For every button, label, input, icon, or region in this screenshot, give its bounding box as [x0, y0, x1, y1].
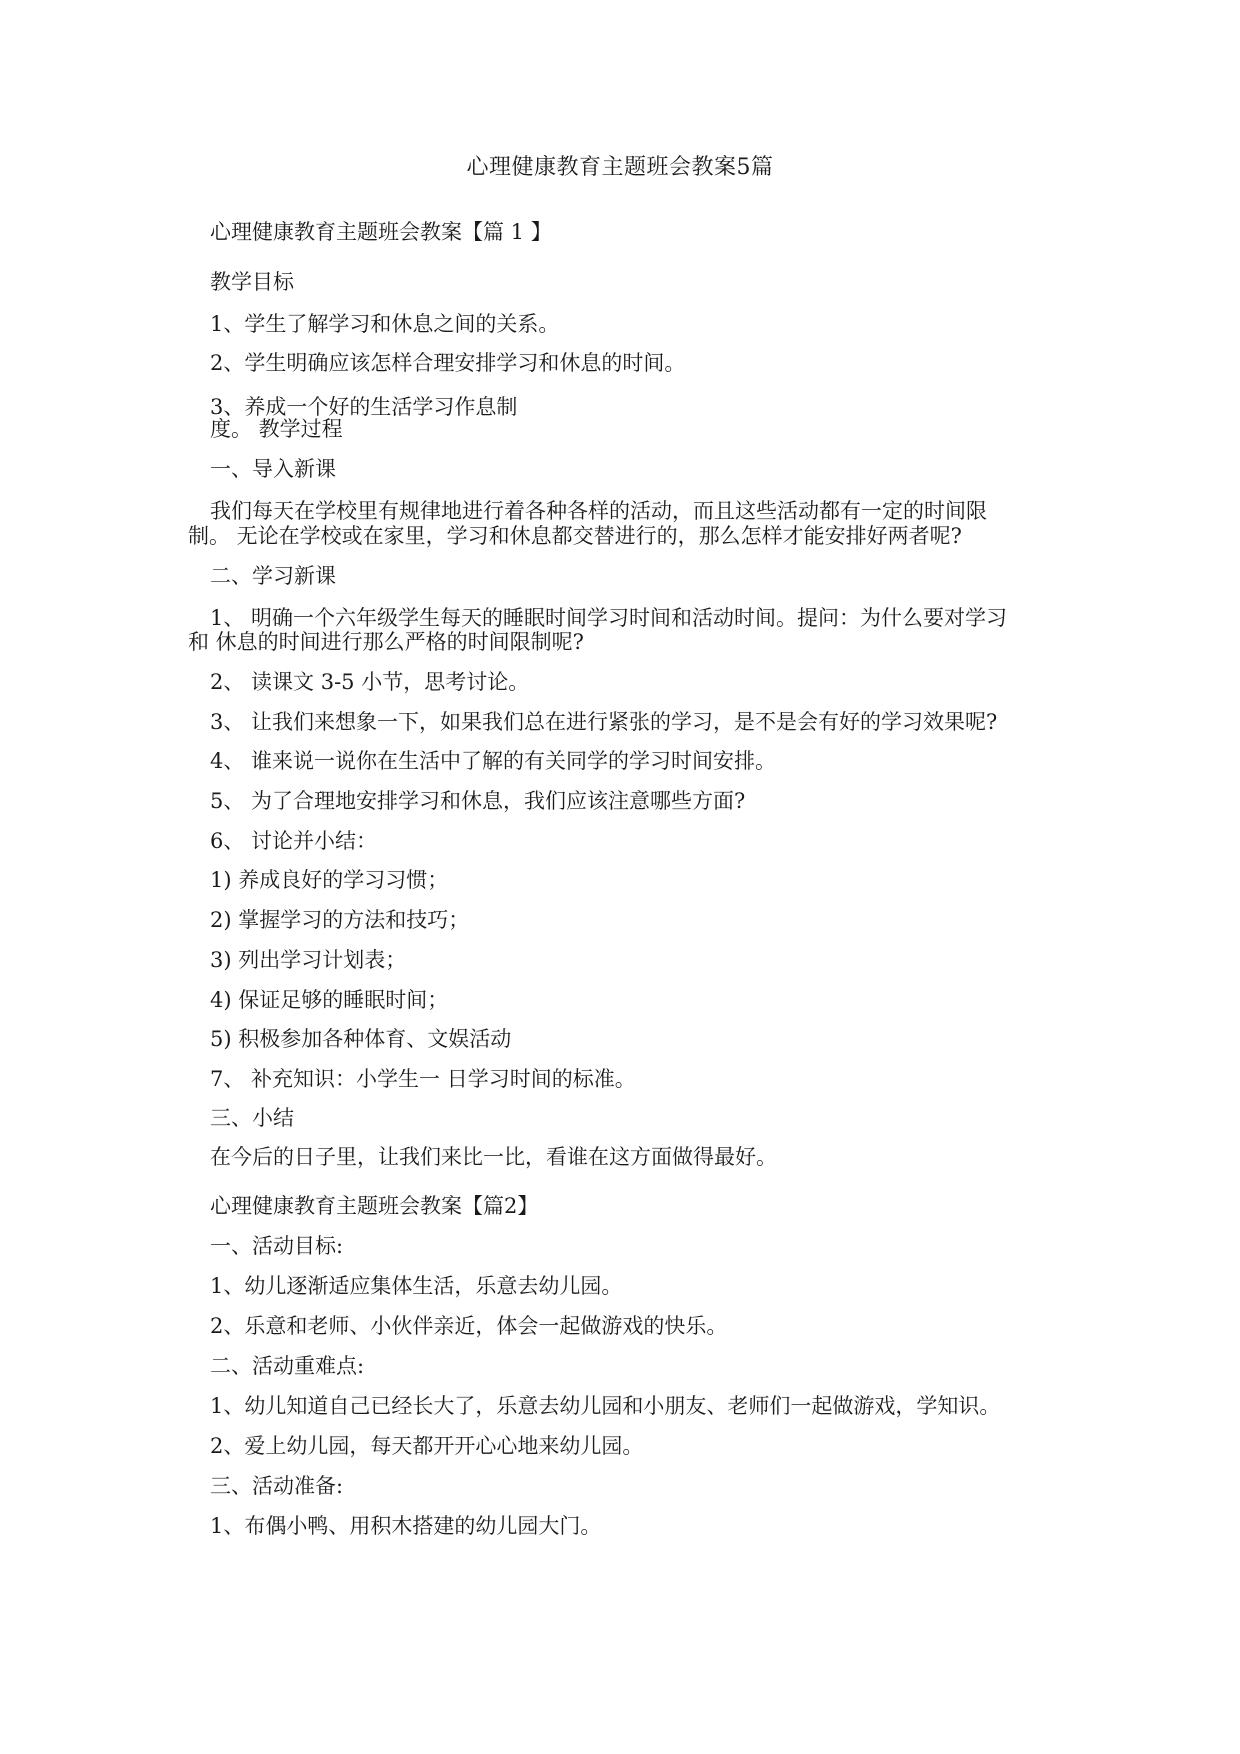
key-point-item: 2、爱上幼儿园，每天都开开心心地来幼儿园。 [210, 1434, 644, 1458]
section-2-heading: 心理健康教育主题班会教案【篇2】 [210, 1194, 539, 1218]
conclusion-heading: 三、小结 [210, 1106, 294, 1130]
step-line: 和 休息的时间进行那么严格的时间限制呢? [188, 630, 584, 654]
goal-item: 1、幼儿逐渐适应集体生活，乐意去幼儿园。 [210, 1274, 623, 1298]
prep-item: 1、布偶小鸭、用积木搭建的幼儿园大门。 [210, 1514, 602, 1538]
section-1-heading: 心理健康教育主题班会教案【篇 1 】 [210, 220, 552, 244]
step-item: 3、 让我们来想象一下，如果我们总在进行紧张的学习，是不是会有好的学习效果呢? [210, 710, 998, 734]
document-title: 心理健康教育主题班会教案5篇 [466, 155, 774, 180]
summary-point: 4) 保证足够的睡眠时间； [210, 988, 449, 1012]
summary-point: 2) 掌握学习的方法和技巧； [210, 908, 470, 932]
new-lesson-heading: 二、学习新课 [210, 564, 336, 588]
step-item: 7、 补充知识：小学生一 日学习时间的标准。 [210, 1067, 636, 1091]
step-item: 6、 讨论并小结： [210, 829, 378, 853]
step-item: 5、 为了合理地安排学习和休息，我们应该注意哪些方面? [210, 789, 746, 813]
step-item: 4、 谁来说一说你在生活中了解的有关同学的学习时间安排。 [210, 749, 777, 773]
conclusion-text: 在今后的日子里，让我们来比一比，看谁在这方面做得最好。 [210, 1145, 777, 1169]
summary-point: 1) 养成良好的学习习惯； [210, 868, 449, 892]
summary-point: 3) 列出学习计划表； [210, 948, 407, 972]
objective-item: 2、学生明确应该怎样合理安排学习和休息的时间。 [210, 351, 686, 375]
key-points-heading: 二、活动重难点: [210, 1354, 365, 1378]
summary-point: 5) 积极参加各种体育、文娱活动 [210, 1027, 512, 1051]
objective-item: 1、学生了解学习和休息之间的关系。 [210, 312, 560, 336]
intro-heading: 一、导入新课 [210, 457, 336, 481]
goal-item: 2、乐意和老师、小伙伴亲近，体会一起做游戏的快乐。 [210, 1314, 728, 1338]
objective-tail-text: 度。 教学过程 [210, 417, 343, 441]
key-point-item: 1、幼儿知道自己已经长大了，乐意去幼儿园和小朋友、老师们一起做游戏，学知识。 [210, 1394, 1001, 1418]
step-item: 2、 读课文 3-5 小节，思考讨论。 [210, 670, 530, 694]
prep-heading: 三、活动准备: [210, 1474, 344, 1498]
intro-paragraph-line: 我们每天在学校里有规律地进行着各种各样的活动，而且这些活动都有一定的时间限 [210, 499, 987, 523]
objectives-heading: 教学目标 [210, 270, 294, 294]
goals-heading: 一、活动目标: [210, 1234, 344, 1258]
intro-paragraph-line: 制。 无论在学校或在家里，学习和休息都交替进行的，那么怎样才能安排好两者呢? [188, 524, 962, 548]
step-line: 1、 明确一个六年级学生每天的睡眠时间学习时间和活动时间。提问：为什么要对学习 [210, 606, 1008, 630]
objective-item: 3、养成一个好的生活学习作息制 [210, 395, 518, 419]
